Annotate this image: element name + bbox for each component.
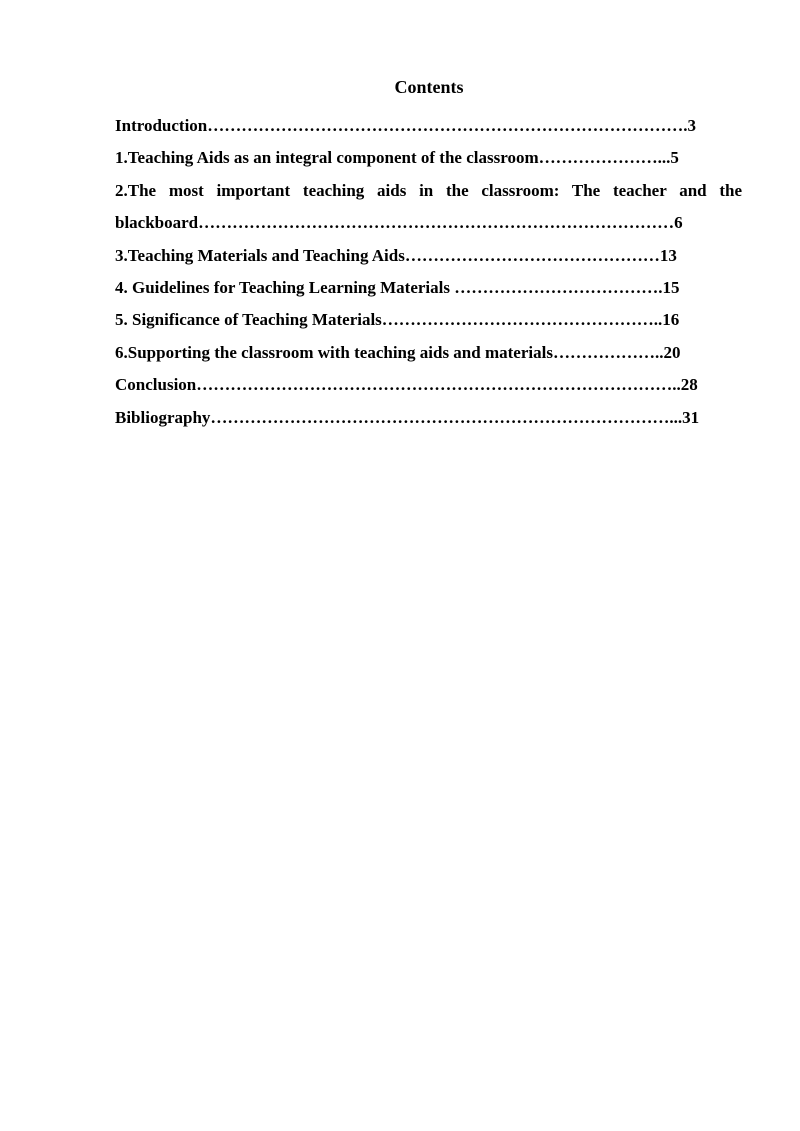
toc-entry-important-teaching-aids-continued: blackboard…………………………………………………………………………6 bbox=[115, 213, 683, 233]
toc-entry-bibliography: Bibliography………………………………………………………………………...31 bbox=[115, 407, 700, 427]
toc-entry-introduction: Introduction………………………………………………………………………….3 bbox=[115, 116, 697, 135]
toc-entry-important-teaching-aids: 2.The most important teaching aids in the classroom: The teacher and the bbox=[115, 180, 742, 200]
table-of-contents bbox=[115, 110, 742, 434]
toc-entry-significance: 5. Significance of Teaching Materials…………………………………………..16 bbox=[115, 310, 680, 330]
toc-entry-supporting-classroom: 6.Supporting the classroom with teaching aids and materials………………..20 bbox=[115, 342, 681, 362]
toc-entry-guidelines: 4. Guidelines for Teaching Learning Materials ……………………………….15 bbox=[115, 277, 680, 297]
toc-entry-conclusion: Conclusion…………………………………………………………………………..28 bbox=[115, 375, 698, 395]
page-title: Contents bbox=[394, 77, 464, 97]
toc-entry-materials-and-aids: 3.Teaching Materials and Teaching Aids………………………………………13 bbox=[115, 245, 677, 265]
toc-entry-teaching-aids-integral: 1.Teaching Aids as an integral component of the classroom…………………...5 bbox=[115, 148, 679, 168]
